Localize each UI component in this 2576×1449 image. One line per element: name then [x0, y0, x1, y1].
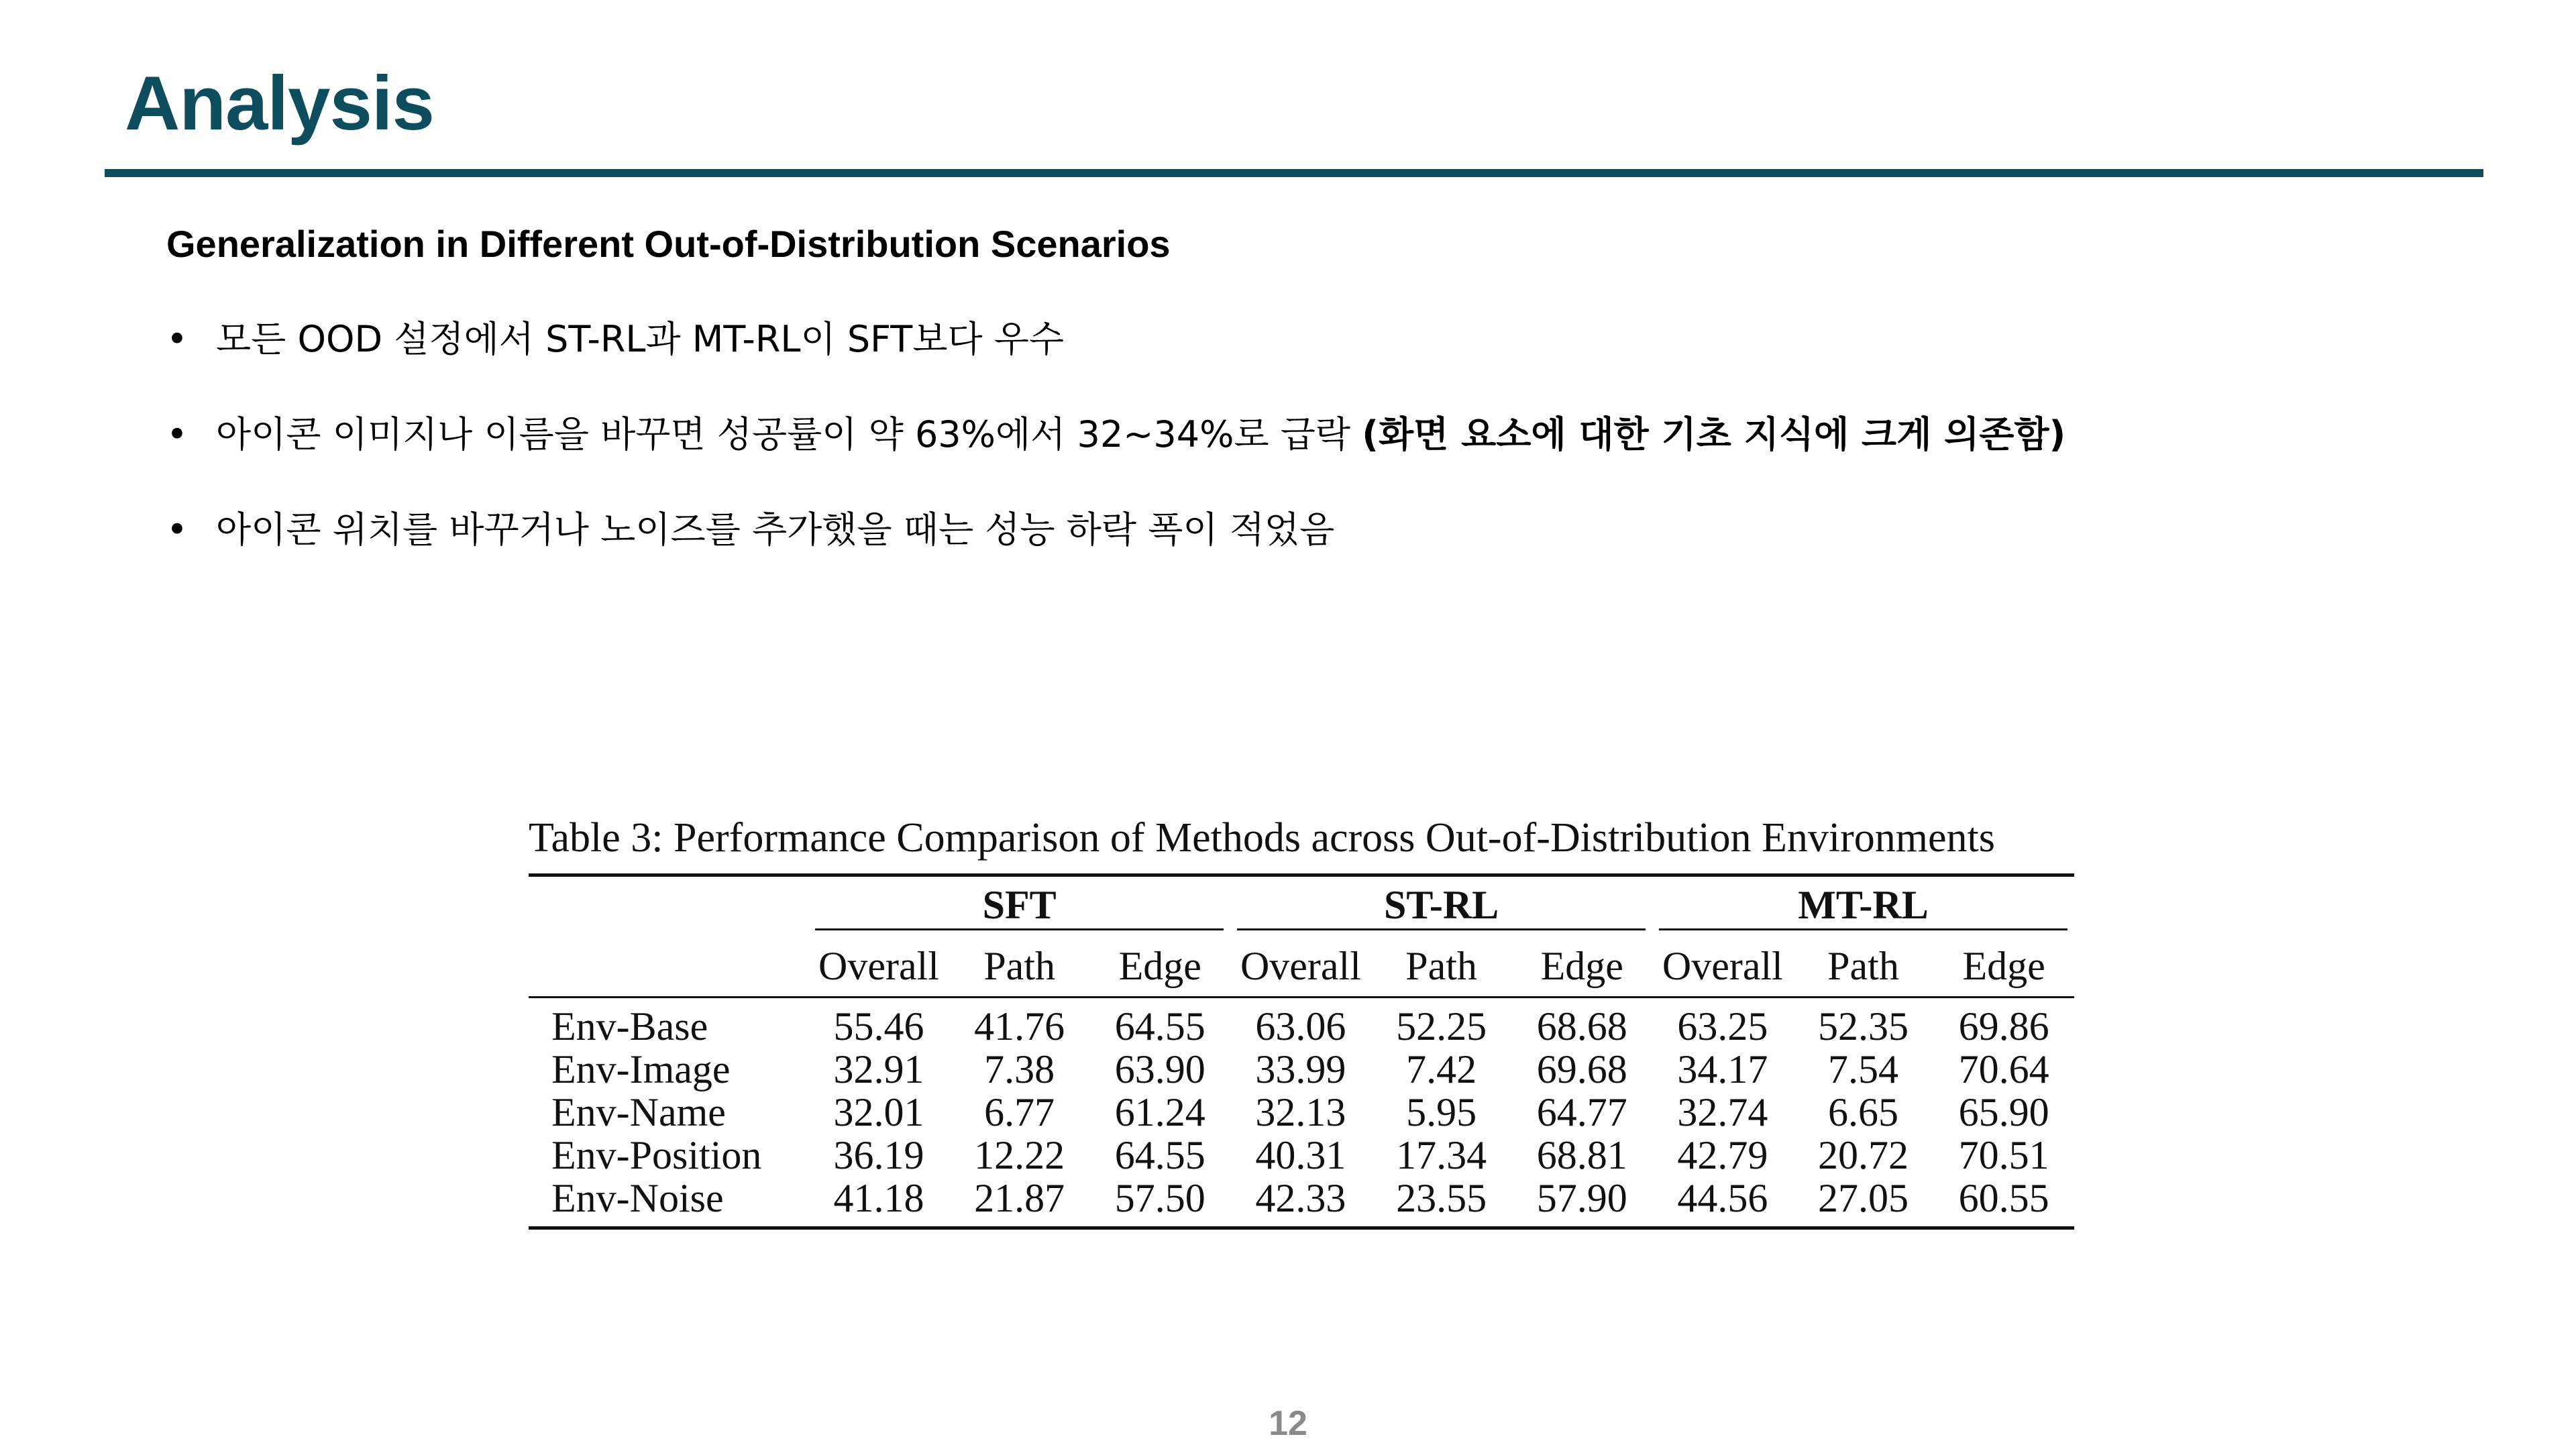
group-rule: [1659, 928, 2068, 930]
table-cell: 32.74: [1677, 1090, 1768, 1134]
column-header: Path: [1405, 943, 1477, 988]
column-header: Overall: [1240, 943, 1361, 988]
table-corner: [529, 877, 808, 936]
group-rule: [1237, 928, 1646, 930]
table-cell: 12.22: [974, 1133, 1065, 1177]
row-label: Env-Image: [551, 1047, 731, 1091]
bullet-text-regular: 모든 OOD 설정에서 ST-RL과 MT-RL이 SFT보다 우수: [216, 318, 1065, 360]
row-label: Env-Name: [551, 1090, 726, 1134]
bullet-text: [216, 415, 2065, 455]
table-cell: 63.90: [1114, 1047, 1205, 1091]
results-table-figure: [529, 817, 2074, 1230]
table-cell: 70.51: [1958, 1133, 2049, 1177]
bullet-marker: •: [166, 318, 188, 360]
column-header: Edge: [1540, 943, 1623, 988]
row-label: Env-Base: [551, 1004, 708, 1049]
table-cell: 33.99: [1255, 1047, 1346, 1091]
table-cell: 64.55: [1114, 1004, 1205, 1049]
group-label: SFT: [982, 883, 1057, 927]
group-header-st-rl: [1230, 877, 1652, 936]
bullet-text: [216, 319, 1064, 360]
table-cell: 61.24: [1114, 1090, 1205, 1134]
section-subtitle: Generalization in Different Out-of-Distribution Scenarios: [166, 223, 1171, 265]
table-cell: 7.38: [984, 1047, 1055, 1091]
table-cell: 70.64: [1958, 1047, 2049, 1091]
table-bottom-rule: [529, 1226, 2074, 1230]
table-cell: 68.81: [1536, 1133, 1627, 1177]
table-cell: 65.90: [1958, 1090, 2049, 1134]
table-cell: 6.65: [1827, 1090, 1898, 1134]
column-header: Path: [983, 943, 1055, 988]
bullet-text: [216, 510, 1334, 550]
group-rule: [815, 928, 1224, 930]
results-table: [529, 877, 2074, 1226]
bullet-text-regular: 아이콘 이미지나 이름을 바꾸면 성공률이 약 63%에서 32~34%로 급락: [216, 413, 1362, 455]
table-cell: 41.76: [974, 1004, 1065, 1049]
column-header: Edge: [1118, 943, 1201, 988]
table-cell: 42.33: [1255, 1176, 1346, 1220]
table-cell: 57.90: [1536, 1176, 1627, 1220]
table-cell: 60.55: [1958, 1176, 2049, 1220]
table-cell: 44.56: [1677, 1176, 1768, 1220]
group-label: MT-RL: [1798, 883, 1929, 927]
table-cell: 32.01: [833, 1090, 924, 1134]
table-cell: 42.79: [1677, 1133, 1768, 1177]
group-header-mt-rl: [1652, 877, 2074, 936]
table-cell: 34.17: [1677, 1047, 1768, 1091]
table-cell: 63.06: [1255, 1004, 1346, 1049]
table-cell: 55.46: [833, 1004, 924, 1049]
table-row: [529, 1091, 2074, 1134]
table-row: [529, 1177, 2074, 1226]
table-row: [529, 998, 2074, 1048]
row-label: Env-Position: [551, 1133, 762, 1177]
table-cell: 63.25: [1677, 1004, 1768, 1049]
bullet-marker: •: [166, 413, 188, 455]
page-number: 12: [1269, 1404, 1307, 1443]
table-cell: 52.35: [1817, 1004, 1909, 1049]
column-header: Overall: [1662, 943, 1783, 988]
column-header: Path: [1827, 943, 1899, 988]
table-cell: 64.55: [1114, 1133, 1205, 1177]
table-cell: 36.19: [833, 1133, 924, 1177]
table-cell: 6.77: [984, 1090, 1055, 1134]
table-caption: Table 3: Performance Comparison of Methods across Out-of-Distribution Environments: [529, 815, 1995, 861]
bullet-text-regular: 아이콘 위치를 바꾸거나 노이즈를 추가했을 때는 성능 하락 폭이 적었음: [216, 508, 1335, 551]
table-row: [529, 1134, 2074, 1177]
table-cell: 32.91: [833, 1047, 924, 1091]
table-cell: 17.34: [1396, 1133, 1487, 1177]
row-label: Env-Noise: [551, 1176, 724, 1220]
table-cell: 69.68: [1536, 1047, 1627, 1091]
table-cell: 27.05: [1817, 1176, 1909, 1220]
bullet-marker: •: [166, 508, 188, 551]
table-cell: 57.50: [1114, 1176, 1205, 1220]
table-cell: 21.87: [974, 1176, 1065, 1220]
table-cell: 20.72: [1817, 1133, 1909, 1177]
subheader-corner: [529, 936, 808, 996]
title-underline: [105, 169, 2483, 177]
table-cell: 23.55: [1396, 1176, 1487, 1220]
column-header: Overall: [818, 943, 939, 988]
column-header: Edge: [1962, 943, 2045, 988]
table-cell: 69.86: [1958, 1004, 2049, 1049]
group-label: ST-RL: [1383, 883, 1499, 927]
table-cell: 64.77: [1536, 1090, 1627, 1134]
table-cell: 68.68: [1536, 1004, 1627, 1049]
group-header-sft: [808, 877, 1230, 936]
table-cell: 7.42: [1406, 1047, 1477, 1091]
bullet-text-bold: (화면 요소에 대한 기초 지식에 크게 의존함): [1362, 413, 2066, 455]
table-cell: 5.95: [1406, 1090, 1477, 1134]
slide-title: Analysis: [125, 61, 434, 146]
table-cell: 41.18: [833, 1176, 924, 1220]
table-cell: 52.25: [1396, 1004, 1487, 1049]
table-cell: 7.54: [1827, 1047, 1898, 1091]
table-cell: 32.13: [1255, 1090, 1346, 1134]
table-cell: 40.31: [1255, 1133, 1346, 1177]
table-row: [529, 1048, 2074, 1091]
